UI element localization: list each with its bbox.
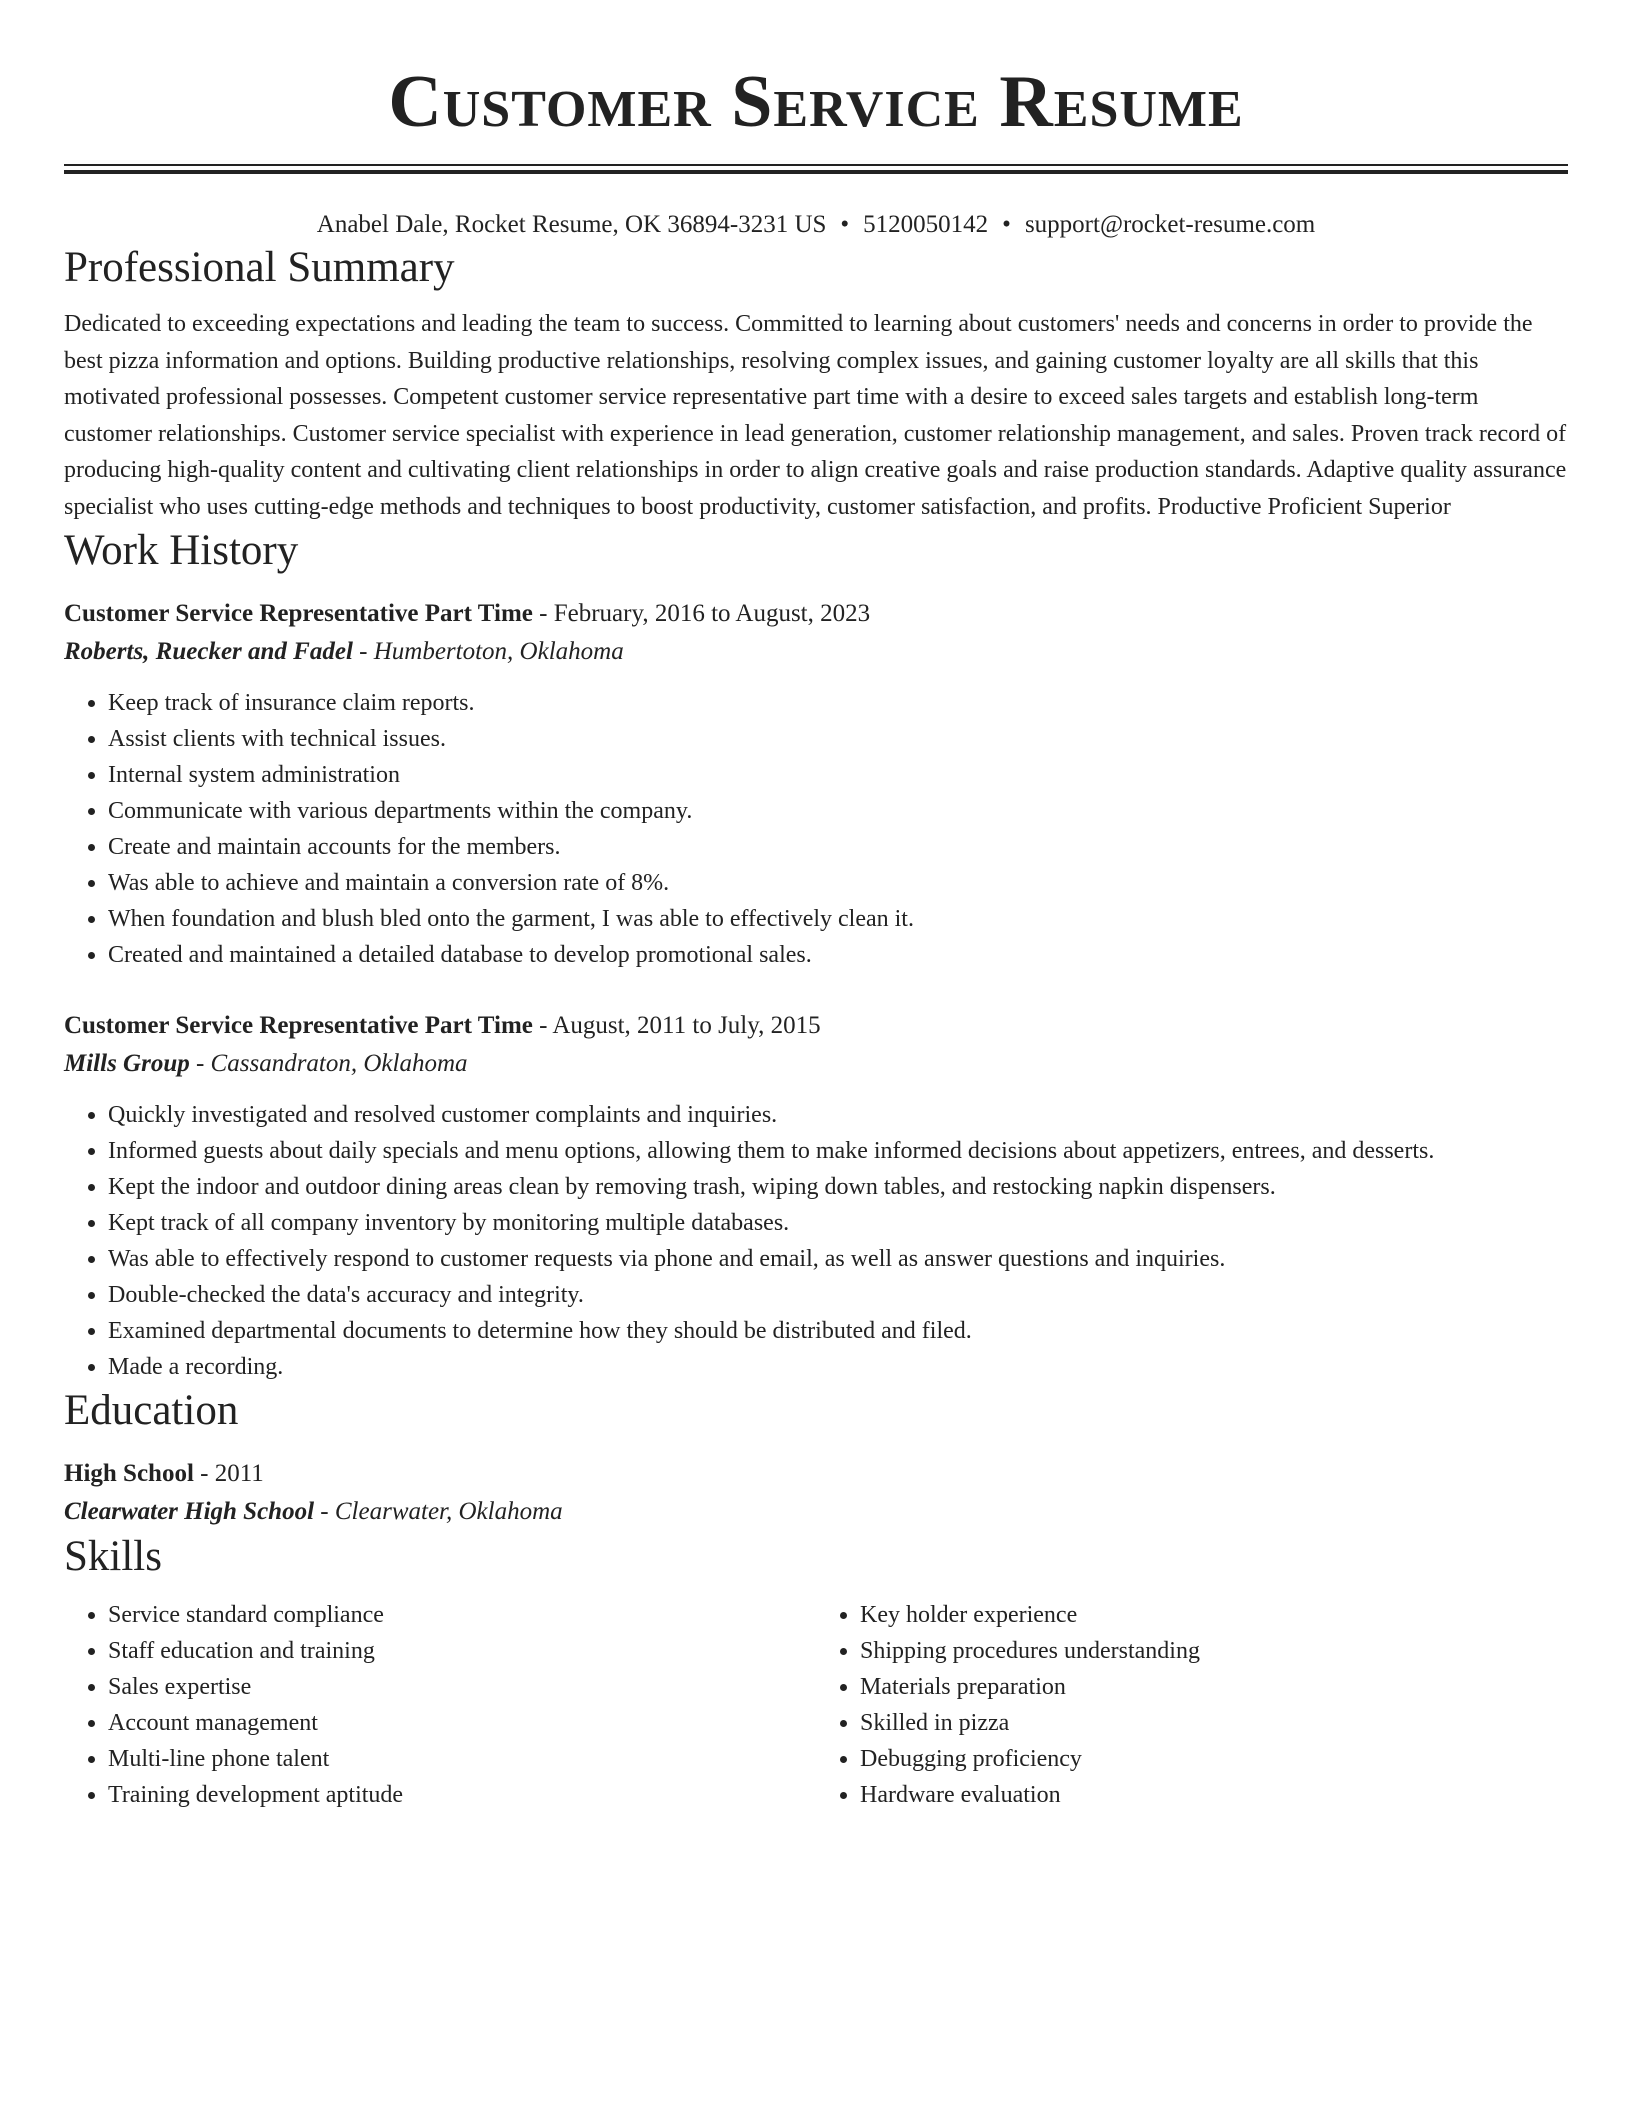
contact-address: Anabel Dale, Rocket Resume, OK 36894-3231 US (316, 211, 827, 238)
summary-heading: Professional Summary (64, 244, 455, 291)
skills-list-right (816, 1597, 1568, 1813)
education-entry (64, 1455, 1568, 1531)
list-item: • Account management (108, 1705, 816, 1741)
list-item: • Created and maintained a detailed database to develop promotional sales. (108, 937, 1568, 973)
job-location: - Humbertoton, Oklahoma (352, 638, 624, 665)
resume-title: Customer Service Resume (388, 61, 1244, 143)
job-title-line (64, 1007, 1568, 1045)
education-degree-line (64, 1455, 1568, 1493)
contact-separator: • (1002, 211, 1011, 238)
job-employer-line (64, 1045, 1568, 1083)
list-item: • Informed guests about daily specials and menu options, allowing them to make informed decisions about appetizers, entrees, and desserts. (108, 1133, 1568, 1169)
list-item: • Was able to effectively respond to customer requests via phone and email, as well as answer questions and inquiries. (108, 1241, 1568, 1277)
job-entry (64, 1007, 1568, 1385)
list-item: • Debugging proficiency (860, 1741, 1568, 1777)
list-item: • Examined departmental documents to determine how they should be distributed and filed. (108, 1313, 1568, 1349)
list-item: • Key holder experience (860, 1597, 1568, 1633)
contact-email: support@rocket-resume.com (1024, 211, 1316, 238)
list-item: • Create and maintain accounts for the members. (108, 829, 1568, 865)
list-item: • Skilled in pizza (860, 1705, 1568, 1741)
list-item: • Assist clients with technical issues. (108, 721, 1568, 757)
job-entry (64, 595, 1568, 973)
contact-phone: 5120050142 (863, 211, 989, 238)
list-item: • Kept track of all company inventory by monitoring multiple databases. (108, 1205, 1568, 1241)
job-dates: - February, 2016 to August, 2023 (532, 600, 871, 627)
job-duties-list (64, 685, 1568, 973)
contact-separator: • (840, 211, 850, 238)
job-role: Customer Service Representative Part Time (64, 600, 533, 627)
skills-list-left (64, 1597, 816, 1813)
list-item: • Hardware evaluation (860, 1777, 1568, 1813)
list-item: • Multi-line phone talent (108, 1741, 816, 1777)
education-degree: High School (64, 1460, 194, 1487)
job-dates: - August, 2011 to July, 2015 (532, 1012, 821, 1039)
list-item: • Service standard compliance (108, 1597, 816, 1633)
list-item: • Was able to achieve and maintain a conversion rate of 8%. (108, 865, 1568, 901)
list-item: • Sales expertise (108, 1669, 816, 1705)
job-employer: Roberts, Ruecker and Fadel (64, 638, 353, 665)
list-item: • Kept the indoor and outdoor dining areas clean by removing trash, wiping down tables, and restocking napkin dispensers. (108, 1169, 1568, 1205)
list-item: • Shipping procedures understanding (860, 1633, 1568, 1669)
education-location: - Clearwater, Oklahoma (314, 1498, 563, 1525)
education-heading: Education (64, 1387, 239, 1434)
job-employer-line (64, 633, 1568, 671)
skills-heading: Skills (64, 1533, 162, 1580)
list-item: • When foundation and blush bled onto the garment, I was able to effectively clean it. (108, 901, 1568, 937)
education-year: - 2011 (193, 1460, 264, 1487)
list-item: • Made a recording. (108, 1349, 1568, 1385)
title-divider (64, 164, 1568, 174)
summary-text: Dedicated to exceeding expectations and leading the team to success. Committed to learning about customers' needs and concerns in order to provide the best pizza information and options. Building productive relationships, resolving complex issues, and gaining customer loyalty are all skills that this motivated professional possesses. Competent customer service representative part time with a desire to exceed sales targets and establish long-term customer relationships. Customer service specialist with experience in lead generation, customer relationship management, and sales. Proven track record of producing high-quality content and cultivating client relationships in order to align creative goals and raise production standards. Adaptive quality assurance specialist who uses cutting-edge methods and techniques to boost productivity, customer satisfaction, and profits. Productive Proficient Superior (64, 311, 1567, 520)
list-item: • Training development aptitude (108, 1777, 816, 1813)
list-item: • Communicate with various departments within the company. (108, 793, 1568, 829)
job-duties-list (64, 1097, 1568, 1385)
job-employer: Mills Group (64, 1050, 190, 1077)
job-title-line (64, 595, 1568, 633)
work-history-heading: Work History (64, 527, 299, 574)
contact-line (64, 208, 1568, 242)
list-item: • Quickly investigated and resolved customer complaints and inquiries. (108, 1097, 1568, 1133)
job-location: - Cassandraton, Oklahoma (189, 1050, 468, 1077)
job-role: Customer Service Representative Part Time (64, 1012, 533, 1039)
education-school-line (64, 1493, 1568, 1531)
list-item: • Double-checked the data's accuracy and integrity. (108, 1277, 1568, 1313)
list-item: • Keep track of insurance claim reports. (108, 685, 1568, 721)
list-item: • Materials preparation (860, 1669, 1568, 1705)
list-item: • Internal system administration (108, 757, 1568, 793)
list-item: • Staff education and training (108, 1633, 816, 1669)
education-school: Clearwater High School (64, 1498, 315, 1525)
skills-grid (64, 1597, 1568, 1813)
